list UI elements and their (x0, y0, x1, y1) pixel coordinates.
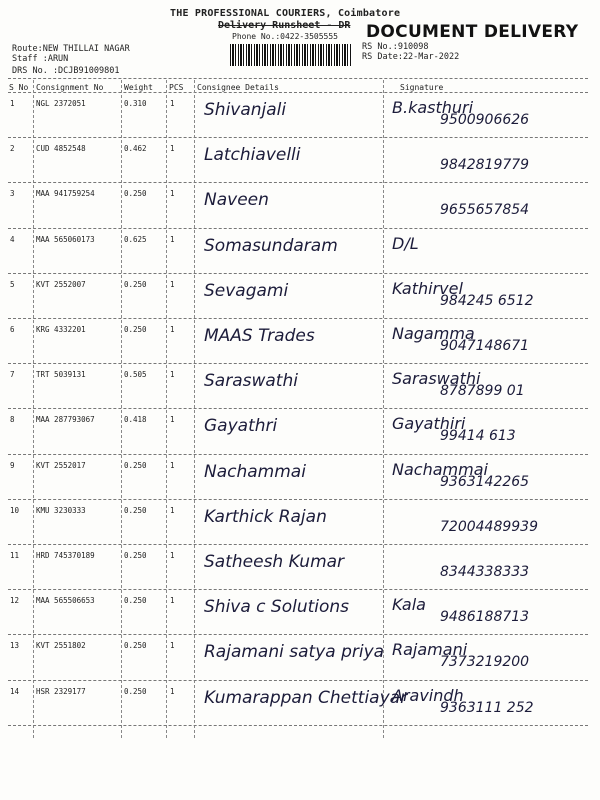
row-pcs: 1 (170, 686, 175, 696)
row-pcs: 1 (170, 505, 175, 515)
row-weight: 0.250 (124, 686, 147, 696)
row-signature: Gayathiri (392, 414, 466, 434)
row-sno: 14 (10, 686, 20, 696)
row-phone: 9500906626 (440, 112, 530, 128)
row-sno: 5 (10, 279, 15, 289)
row-phone: 9486188713 (440, 609, 530, 626)
row-signature: Kala (392, 595, 426, 615)
rs-number: RS No.:910098 (362, 42, 429, 52)
row-pcs: 1 (170, 415, 175, 425)
row-consignment-no: HRD 745370189 (36, 551, 95, 560)
row-pcs: 1 (170, 370, 175, 380)
row-consignment-no: TRT 5039131 (36, 370, 86, 380)
row-weight: 0.250 (124, 551, 147, 560)
row-signature: Saraswathi (392, 369, 481, 389)
row-consignee-name: Rajamani satya priya (204, 642, 385, 663)
row-signature: D/L (392, 233, 419, 253)
row-weight: 0.250 (124, 596, 147, 606)
row-weight: 0.250 (124, 279, 147, 289)
row-sno: 1 (10, 99, 15, 108)
row-signature: Nachammai (392, 459, 488, 479)
row-consignment-no: KVT 2552017 (36, 460, 86, 470)
row-consignment-no: KRG 4332201 (36, 325, 86, 334)
row-consignment-no: MAA 565060173 (36, 234, 95, 244)
row-phone: 984245 6512 (440, 292, 534, 309)
row-divider (8, 318, 588, 319)
row-consignee-name: Gayathri (204, 416, 278, 437)
row-pcs: 1 (170, 234, 175, 244)
drs-number: DRS No. :DCJB91009801 (12, 66, 120, 76)
rs-date: RS Date:22-Mar-2022 (362, 52, 460, 62)
row-pcs: 1 (170, 641, 175, 651)
row-consignee-name: Shiva c Solutions (204, 597, 350, 618)
row-pcs: 1 (170, 279, 175, 289)
col-header-signature: Signature (400, 83, 444, 92)
col-header-consignee: Consignee Details (197, 83, 279, 92)
row-divider (8, 725, 588, 726)
barcode (230, 44, 352, 66)
row-consignment-no: MAA 941759254 (36, 189, 95, 199)
row-sno: 6 (10, 325, 15, 334)
row-phone: 9047148671 (440, 338, 530, 354)
row-weight: 0.418 (124, 415, 147, 425)
row-consignee-name: Sevagami (204, 280, 289, 301)
row-consignee-name: Saraswathi (204, 371, 298, 392)
row-sno: 3 (10, 189, 15, 199)
row-divider (8, 589, 588, 590)
row-consignment-no: KVT 2551802 (36, 641, 86, 651)
company-title: THE PROFESSIONAL COURIERS, Coimbatore (170, 8, 401, 19)
row-pcs: 1 (170, 325, 175, 334)
row-sno: 11 (10, 551, 20, 560)
col-header-sno: S No (9, 83, 29, 92)
row-divider (8, 408, 588, 409)
row-sno: 8 (10, 415, 15, 425)
row-consignee-name: MAAS Trades (204, 326, 315, 346)
row-consignment-no: CUD 4852548 (36, 144, 86, 154)
col-header-pcs: PCS (169, 83, 184, 92)
row-consignee-name: Latchiavelli (204, 145, 301, 166)
row-sno: 12 (10, 596, 20, 606)
route-label: Route:NEW THILLAI NAGAR (12, 44, 130, 54)
row-weight: 0.250 (124, 325, 147, 334)
row-divider (8, 137, 588, 138)
row-divider (8, 363, 588, 364)
row-sno: 2 (10, 144, 15, 154)
row-sno: 10 (10, 505, 20, 515)
row-divider (8, 454, 588, 455)
row-phone: 9655657854 (440, 202, 530, 219)
header-rule-top (8, 78, 588, 79)
row-sno: 7 (10, 370, 15, 380)
staff-label: Staff :ARUN (12, 54, 69, 64)
row-weight: 0.250 (124, 189, 147, 199)
row-pcs: 1 (170, 596, 175, 606)
row-signature: Aravindh (392, 685, 464, 705)
row-consignee-name: Satheesh Kumar (204, 552, 345, 572)
row-divider (8, 680, 588, 681)
row-pcs: 1 (170, 144, 175, 154)
row-weight: 0.462 (124, 144, 147, 154)
row-sno: 13 (10, 641, 20, 651)
row-divider (8, 228, 588, 229)
row-consignment-no: KMU 3230333 (36, 505, 86, 515)
row-signature: Kathirvel (392, 278, 463, 298)
row-divider (8, 499, 588, 500)
col-header-consignment: Consignment No (36, 83, 104, 92)
row-consignee-name: Kumarappan Chettiayar (204, 687, 408, 708)
row-pcs: 1 (170, 99, 175, 108)
row-consignee-name: Shivanjali (204, 100, 287, 120)
row-phone: 72004489939 (440, 518, 538, 535)
row-divider (8, 634, 588, 635)
row-phone: 8787899 01 (440, 383, 525, 400)
row-consignment-no: MAA 565506653 (36, 596, 95, 606)
row-phone: 99414 613 (440, 428, 516, 445)
row-phone: 9363111 252 (440, 699, 534, 716)
row-weight: 0.250 (124, 460, 147, 470)
document-delivery-stamp: DOCUMENT DELIVERY (366, 22, 579, 42)
phone-number: Phone No.:0422-3505555 (232, 32, 338, 41)
row-sno: 9 (10, 460, 15, 470)
row-consignment-no: MAA 287793067 (36, 415, 95, 425)
row-weight: 0.310 (124, 99, 147, 108)
row-weight: 0.505 (124, 370, 147, 380)
row-divider (8, 182, 588, 183)
header-rule-bottom (8, 92, 588, 93)
row-pcs: 1 (170, 189, 175, 199)
row-consignee-name: Somasundaram (204, 235, 338, 256)
row-weight: 0.625 (124, 234, 147, 244)
row-phone: 8344338333 (440, 564, 530, 580)
runsheet-subtitle: Delivery Runsheet - DR (218, 20, 351, 31)
row-divider (8, 273, 588, 274)
row-sno: 4 (10, 234, 15, 244)
row-consignment-no: NGL 2372051 (36, 99, 86, 108)
row-consignment-no: HSR 2329177 (36, 686, 86, 696)
row-consignee-name: Naveen (204, 190, 269, 211)
row-divider (8, 544, 588, 545)
row-phone: 9842819779 (440, 157, 530, 174)
row-phone: 9363142265 (440, 473, 530, 490)
col-header-weight: Weight (124, 83, 153, 92)
row-weight: 0.250 (124, 641, 147, 651)
row-signature: B.kasthuri (392, 98, 474, 117)
row-pcs: 1 (170, 551, 175, 560)
row-consignee-name: Nachammai (204, 461, 306, 482)
row-consignment-no: KVT 2552007 (36, 279, 86, 289)
row-signature: Nagamma (392, 324, 475, 343)
row-phone: 7373219200 (440, 654, 530, 671)
row-signature: Rajamani (392, 640, 468, 660)
row-pcs: 1 (170, 460, 175, 470)
row-weight: 0.250 (124, 505, 147, 515)
row-consignee-name: Karthick Rajan (204, 506, 327, 527)
